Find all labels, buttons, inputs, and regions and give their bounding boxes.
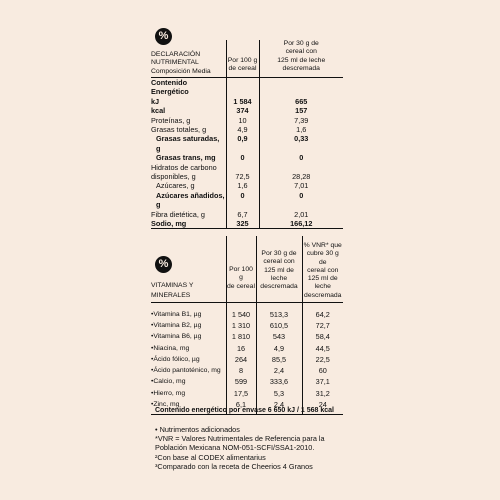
vitamins-header-row [151, 236, 343, 303]
header-label-line: NUTRIMENTAL [151, 59, 199, 67]
vitamins-header-col1 [226, 236, 256, 303]
vnr-percent: 64,2 [302, 309, 343, 320]
value-per-serving [259, 77, 343, 96]
nutrition-header-col1 [226, 40, 259, 77]
nutrient-label: Grasas trans, mg [156, 153, 216, 163]
nutrition-table-panel [151, 40, 343, 229]
vitamins-header-label: VITAMINAS Y MINERALES [151, 236, 226, 303]
value-per-100g: 374 [226, 106, 259, 115]
nutrition-table [151, 40, 343, 229]
vnr-percent: 31,2 [302, 388, 343, 399]
nutrient-label: Azúcares, g [156, 181, 195, 191]
header-col1-line: de cereal [228, 65, 257, 73]
value-per-serving: 2,4 [256, 399, 302, 410]
header-col3-line: % VNR* que [303, 242, 342, 249]
header-col3-line: cereal con [307, 266, 339, 274]
value-per-serving: 1,6 [259, 125, 343, 134]
value-per-serving: 28,28 [259, 172, 343, 181]
nutrient-label: kcal [151, 106, 166, 116]
nutrition-row [151, 106, 343, 115]
value-per-100g: 0,9 [226, 134, 259, 153]
header-col3-line: cubre 30 g de [306, 250, 339, 266]
footnote-line: *VNR = Valores Nutrimentales de Referencia para la [155, 434, 325, 444]
nutrient-label: Hidratos de carbono [151, 162, 217, 172]
value-per-100g [226, 163, 259, 172]
header-col3-line: 125 ml de leche [307, 275, 338, 291]
vitamin-row [151, 365, 343, 376]
vitamins-table-panel [151, 236, 343, 415]
value-per-100g: 599 [226, 376, 256, 387]
vitamins-body [151, 309, 343, 410]
vnr-percent: 22,5 [302, 354, 343, 365]
value-per-serving: 4,9 [256, 343, 302, 354]
header-col1-line: Por 100 g [229, 266, 253, 282]
value-per-serving: 2,4 [256, 365, 302, 376]
footnote-line: Población Mexicana NOM-051-SCFI/SSA1-2010. [155, 443, 315, 453]
nutrition-row [151, 153, 343, 162]
vitamin-row [151, 331, 343, 342]
value-per-100g: 325 [226, 219, 259, 229]
footnotes [155, 425, 345, 471]
value-per-serving: 513,3 [256, 309, 302, 320]
nutrition-row [151, 163, 343, 172]
nutrition-row [151, 219, 343, 229]
vitamin-label: •Hierro, mg [151, 389, 186, 397]
header-col3-line: descremada [304, 291, 342, 299]
header-label-line: DECLARACIÓN [151, 51, 201, 58]
nutrient-label: Sodio, mg [151, 218, 187, 228]
value-per-100g: 1 310 [226, 320, 256, 331]
value-per-100g: 0 [226, 153, 259, 162]
value-per-100g: 72,5 [226, 172, 259, 181]
value-per-100g: 264 [226, 354, 256, 365]
energy-per-package: Contenido energético por envase 6 650 kJ / 1 568 kcal [155, 407, 334, 414]
value-per-100g: 6,1 [226, 399, 256, 410]
vitamin-row [151, 309, 343, 320]
vnr-percent: 44,5 [302, 343, 343, 354]
value-per-100g: 1 810 [226, 331, 256, 342]
vnr-percent: 60 [302, 365, 343, 376]
header-col2-line: descremada [282, 64, 320, 72]
value-per-serving: 2,01 [259, 210, 343, 219]
percent-icon: % [155, 256, 172, 273]
value-per-serving: 7,39 [259, 116, 343, 125]
nutrition-row [151, 97, 343, 106]
nutrient-label: kJ [151, 96, 160, 106]
percent-icon: % [155, 28, 172, 45]
value-per-100g: 16 [226, 343, 256, 354]
header-col2-line: cereal con [285, 48, 317, 56]
value-per-serving: 610,5 [256, 320, 302, 331]
nutrition-row [151, 134, 343, 153]
value-per-100g [226, 77, 259, 96]
nutrition-row [151, 125, 343, 134]
nutrition-row [151, 181, 343, 190]
nutrient-label: Grasas totales, g [151, 124, 207, 134]
value-per-serving: 0,33 [259, 134, 343, 153]
vitamin-label: •Ácido pantoténico, mg [151, 367, 221, 375]
header-col2-line: cereal con [263, 258, 295, 266]
header-col1-line: Por 100 g [227, 57, 258, 64]
vitamin-label: •Vitamina B1, µg [151, 311, 202, 319]
nutrition-row [151, 116, 343, 125]
vitamins-header-col3 [302, 236, 343, 303]
header-col2-line: 125 ml de leche [264, 266, 294, 282]
vitamin-label: •Vitamina B2, µg [151, 322, 202, 330]
nutrition-body [151, 77, 343, 229]
vitamin-label: •Niacina, mg [151, 344, 190, 352]
value-per-100g: 6,7 [226, 210, 259, 219]
nutrition-row [151, 191, 343, 210]
nutrition-row [151, 172, 343, 181]
nutrient-label: Azúcares añadidos, g [156, 190, 225, 210]
header-col2-line: Por 30 g de [283, 40, 319, 47]
value-per-100g: 4,9 [226, 125, 259, 134]
vitamin-row [151, 388, 343, 399]
value-per-serving: 166,12 [259, 219, 343, 229]
vnr-percent: 37,1 [302, 376, 343, 387]
nutrition-bottom-rule [151, 229, 343, 230]
nutrient-label: Proteínas, g [151, 115, 191, 125]
header-col2-line: 125 ml de leche [277, 56, 326, 64]
vitamin-label: •Calcio, mg [151, 378, 186, 386]
nutrition-header-label [151, 40, 226, 77]
nutrition-header-row [151, 40, 343, 77]
value-per-serving: 85,5 [256, 354, 302, 365]
value-per-serving: 0 [259, 153, 343, 162]
header-col2-line: descremada [260, 283, 298, 291]
header-label-line: Composición Media [151, 67, 211, 75]
nutrient-label: Grasas saturadas, g [156, 134, 220, 153]
vitamin-row [151, 354, 343, 365]
vitamin-row [151, 343, 343, 354]
vitamins-header-col2 [256, 236, 302, 303]
vnr-percent: 58,4 [302, 331, 343, 342]
vnr-percent: 24 [302, 399, 343, 410]
header-col2-line: Por 30 g de [261, 250, 297, 257]
value-per-100g: 10 [226, 116, 259, 125]
value-per-100g: 0 [226, 191, 259, 210]
nutrient-label: disponibles, g [151, 171, 196, 181]
vitamin-label: •Vitamina B6, µg [151, 333, 202, 341]
value-per-100g: 1 540 [226, 309, 256, 320]
value-per-serving: 543 [256, 331, 302, 342]
nutrition-row [151, 210, 343, 219]
value-per-100g: 1,6 [226, 181, 259, 190]
value-per-serving: 0 [259, 191, 343, 210]
value-per-100g: 17,5 [226, 388, 256, 399]
value-per-serving [259, 163, 343, 172]
vitamin-label: •Ácido fólico, µg [151, 355, 200, 363]
footnote-line: • Nutrimentos adicionados [155, 425, 240, 434]
value-per-100g: 8 [226, 365, 256, 376]
vitamin-row [151, 320, 343, 331]
nutrient-label: Contenido Energético [151, 77, 189, 97]
vitamins-table [151, 236, 343, 415]
value-per-serving: 157 [259, 106, 343, 115]
vitamin-label: •Zinc, mg [151, 400, 180, 408]
value-per-serving: 5,3 [256, 388, 302, 399]
value-per-serving: 665 [259, 97, 343, 106]
value-per-serving: 7,01 [259, 181, 343, 190]
nutrition-row [151, 77, 343, 96]
header-col1-line: de cereal [227, 282, 255, 290]
footnote-line: ³Comparado con la receta de Cheerios 4 Granos [155, 461, 313, 471]
vitamin-row [151, 376, 343, 387]
vnr-percent: 72,7 [302, 320, 343, 331]
value-per-serving: 333,6 [256, 376, 302, 387]
nutrition-header-col2 [259, 40, 343, 77]
footnote-line: ²Con base al CODEX alimentarius [155, 452, 266, 462]
value-per-100g: 1 584 [226, 97, 259, 106]
nutrient-label: Fibra dietética, g [151, 209, 205, 219]
